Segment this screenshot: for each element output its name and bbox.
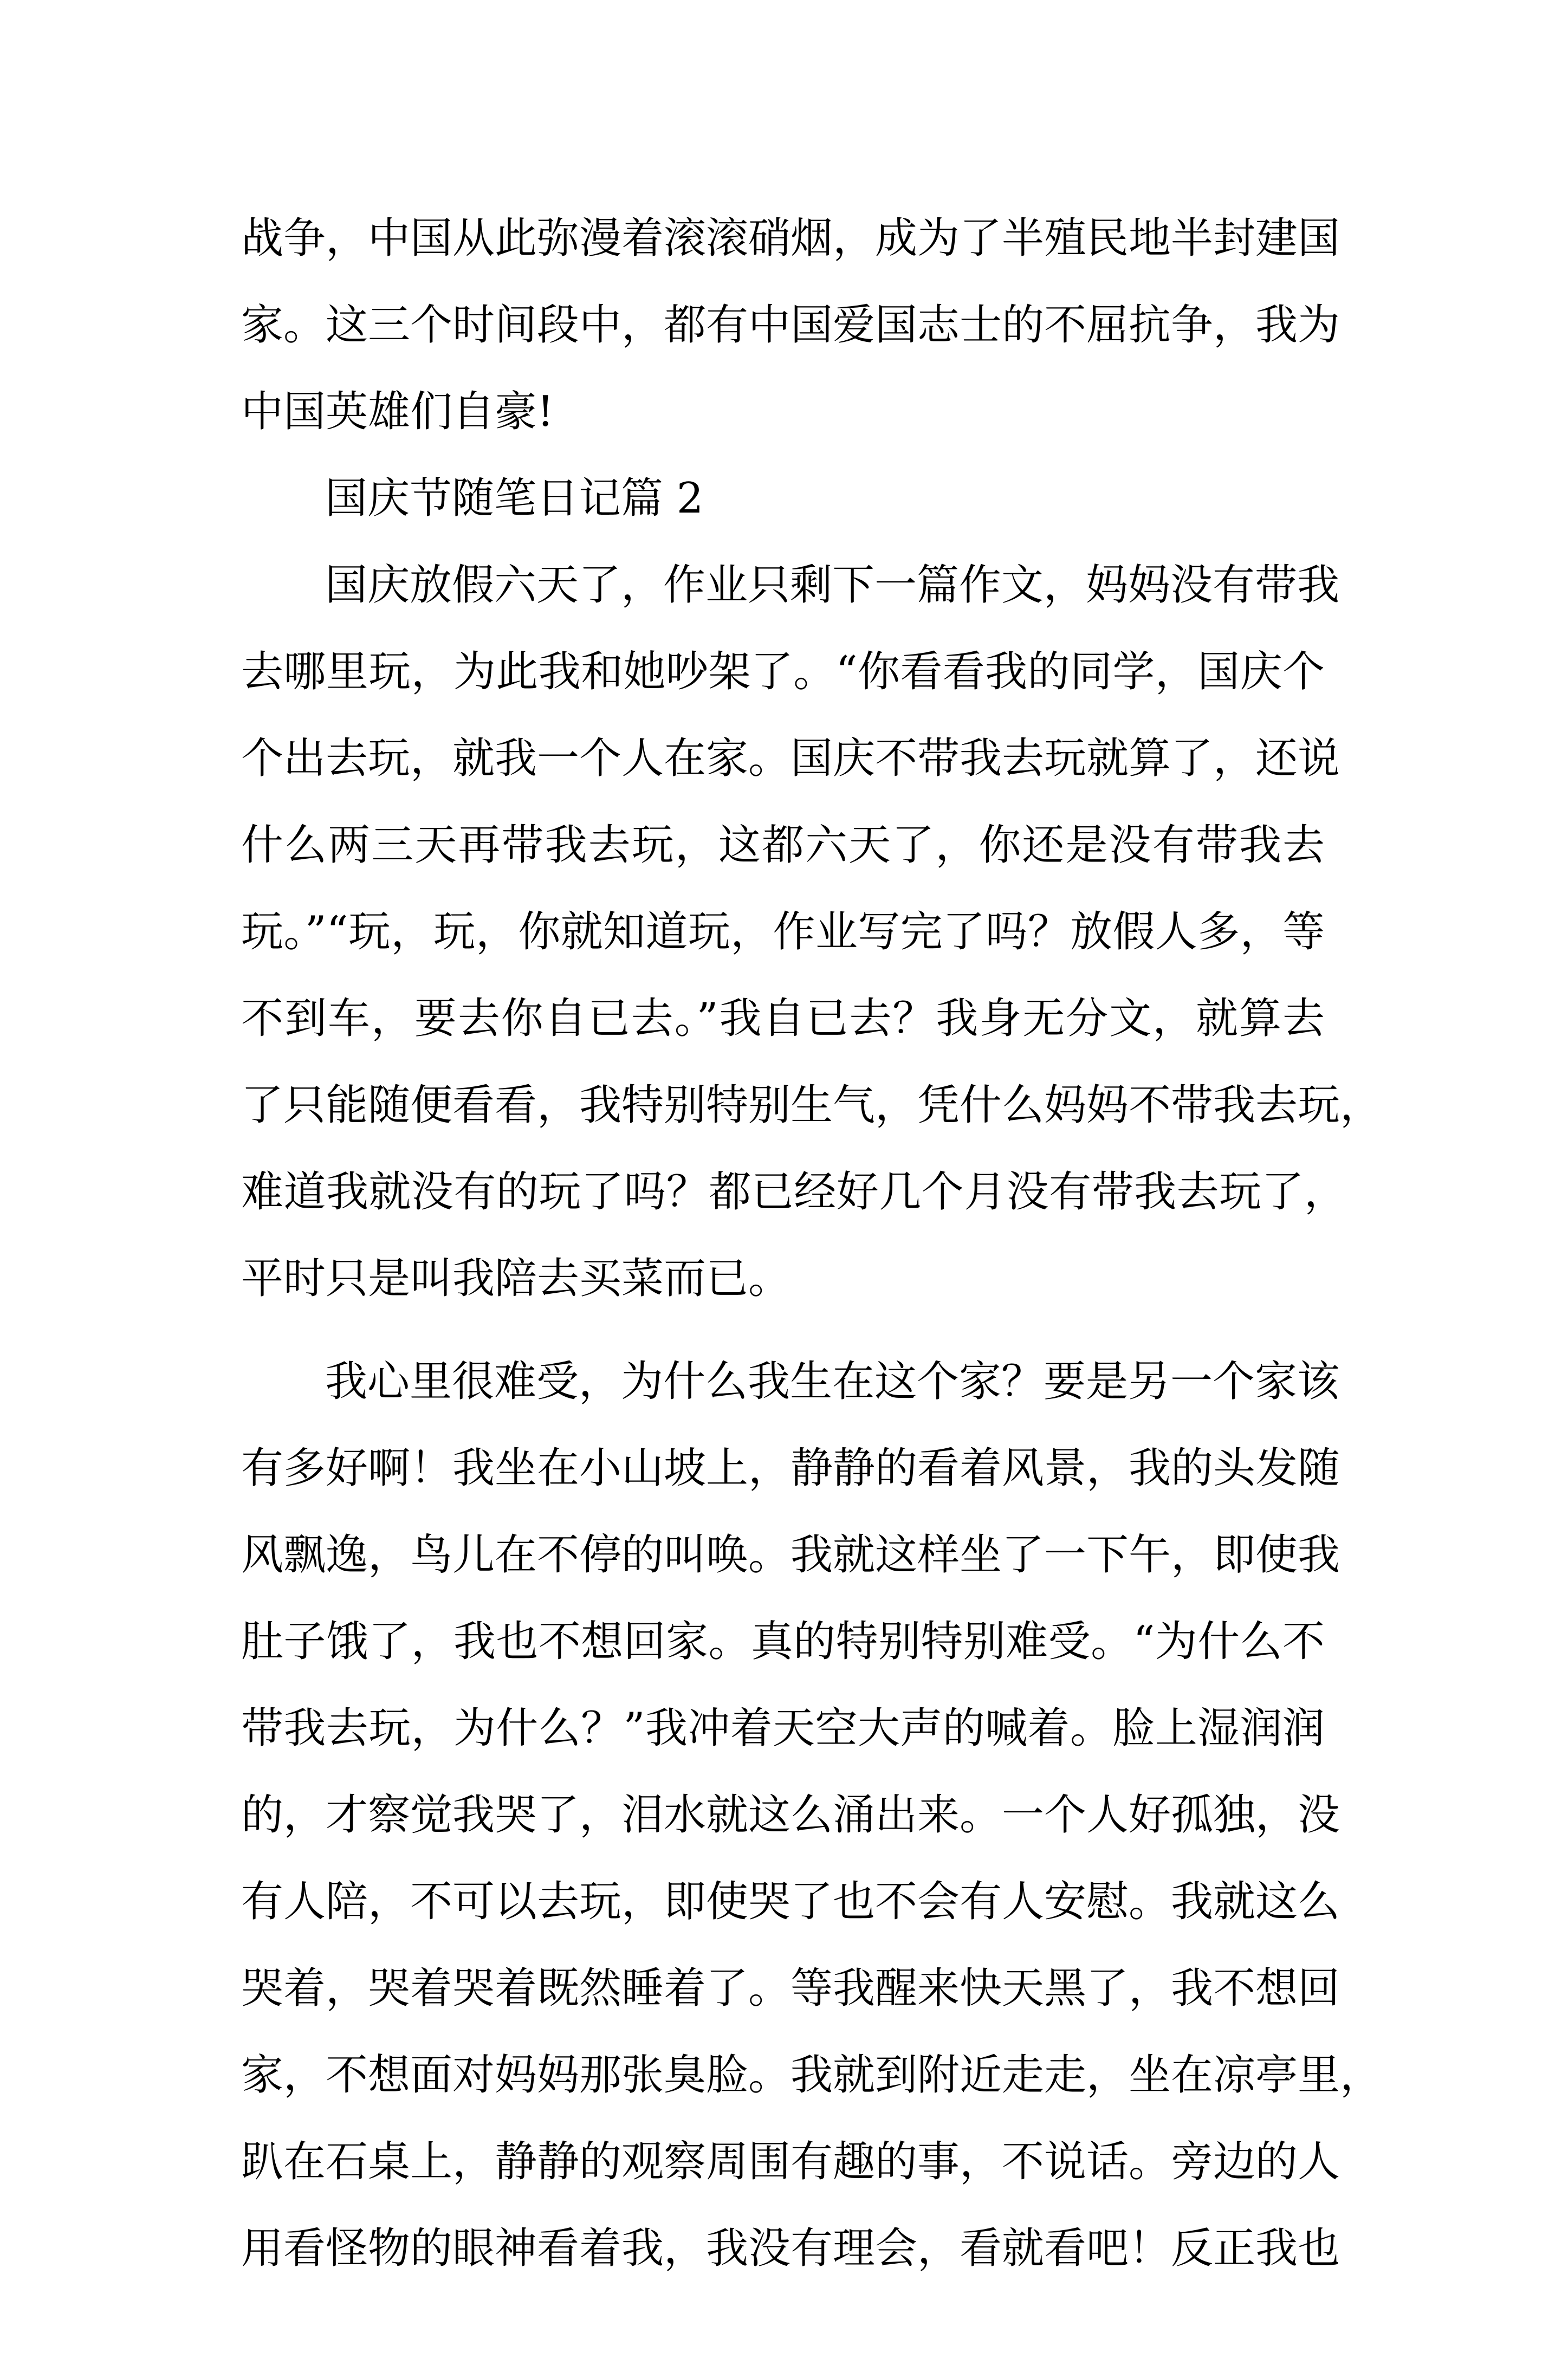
text-line — [0, 1151, 1568, 1233]
text-line — [0, 631, 1568, 712]
text-line — [0, 1065, 1568, 1146]
text-line — [0, 2121, 1568, 2202]
text-line — [0, 1428, 1568, 1509]
text-line — [0, 2208, 1568, 2289]
paragraph-text: 有多好啊！我坐在小山坡上，静静的看着风景，我的头发随 — [241, 1444, 1340, 1493]
text-line — [0, 545, 1568, 626]
text-line — [0, 1601, 1568, 1682]
section-heading-line — [0, 458, 1568, 539]
text-line — [0, 1948, 1568, 2029]
paragraph-text: 难道我就没有的玩了吗？都已经好几个月没有带我去玩了， — [241, 1168, 1346, 1216]
paragraph-text: 风飘逸，鸟儿在不停的叫唤。我就这样坐了一下午，即使我 — [241, 1531, 1340, 1579]
paragraph-text: 肚子饿了，我也不想回家。真的特别特别难受。“为什么不 — [241, 1617, 1325, 1666]
text-line — [0, 805, 1568, 886]
paragraph-text: 我心里很难受，为什么我生在这个家？要是另一个家该 — [325, 1357, 1340, 1406]
paragraph-text: 家。这三个时间段中，都有中国爱国志士的不屈抗争，我为 — [241, 301, 1340, 349]
text-line — [0, 1341, 1568, 1422]
text-line — [0, 284, 1568, 366]
paragraph-text: 趴在石桌上，静静的观察周围有趣的事，不说话。旁边的人 — [241, 2137, 1340, 2186]
paragraph-text: 的，才察觉我哭了，泪水就这么涌出来。一个人好孤独，没 — [241, 1791, 1340, 1839]
text-line — [0, 2034, 1568, 2116]
paragraph-text: 什么两三天再带我去玩，这都六天了，你还是没有带我去 — [241, 821, 1325, 870]
paragraph-text: 中国英雄们自豪! — [241, 387, 554, 436]
paragraph-text: 哭着，哭着哭着既然睡着了。等我醒来快天黑了，我不想回 — [241, 1964, 1340, 2013]
text-line — [0, 1688, 1568, 1769]
paragraph-text: 了只能随便看看，我特别特别生气，凭什么妈妈不带我去玩， — [241, 1081, 1383, 1130]
text-line — [0, 1514, 1568, 1596]
paragraph-text: 有人陪，不可以去玩，即使哭了也不会有人安慰。我就这么 — [241, 1877, 1340, 1926]
text-line — [0, 1861, 1568, 1942]
paragraph-text: 家，不想面对妈妈那张臭脸。我就到附近走走，坐在凉亭里， — [241, 2051, 1383, 2100]
text-line — [0, 1238, 1568, 1319]
section-heading: 国庆节随笔日记篇 2 — [325, 474, 704, 523]
text-line — [0, 978, 1568, 1059]
paragraph-text: 去哪里玩，为此我和她吵架了。“你看看我的同学，国庆个 — [241, 647, 1325, 696]
text-line — [0, 718, 1568, 799]
paragraph-text: 国庆放假六天了，作业只剩下一篇作文，妈妈没有带我 — [325, 561, 1340, 610]
paragraph-text: 平时只是叫我陪去买菜而已。 — [241, 1254, 791, 1303]
paragraph-text: 个出去玩，就我一个人在家。国庆不带我去玩就算了，还说 — [241, 734, 1340, 783]
paragraph-text: 带我去玩，为什么？”我冲着天空大声的喊着。脸上湿润润 — [241, 1704, 1325, 1753]
text-line — [0, 1774, 1568, 1856]
text-line — [0, 891, 1568, 973]
paragraph-text: 不到车，要去你自已去。”我自已去？我身无分文，就算去 — [241, 994, 1325, 1043]
paragraph-text: 用看怪物的眼神看着我，我没有理会，看就看吧！反正我也 — [241, 2224, 1340, 2273]
text-line — [0, 371, 1568, 452]
paragraph-text: 战争，中国从此弥漫着滚滚硝烟，成为了半殖民地半封建国 — [241, 214, 1340, 263]
paragraph-text: 玩。”“玩，玩，你就知道玩，作业写完了吗？放假人多，等 — [241, 908, 1325, 956]
text-line — [0, 198, 1568, 279]
